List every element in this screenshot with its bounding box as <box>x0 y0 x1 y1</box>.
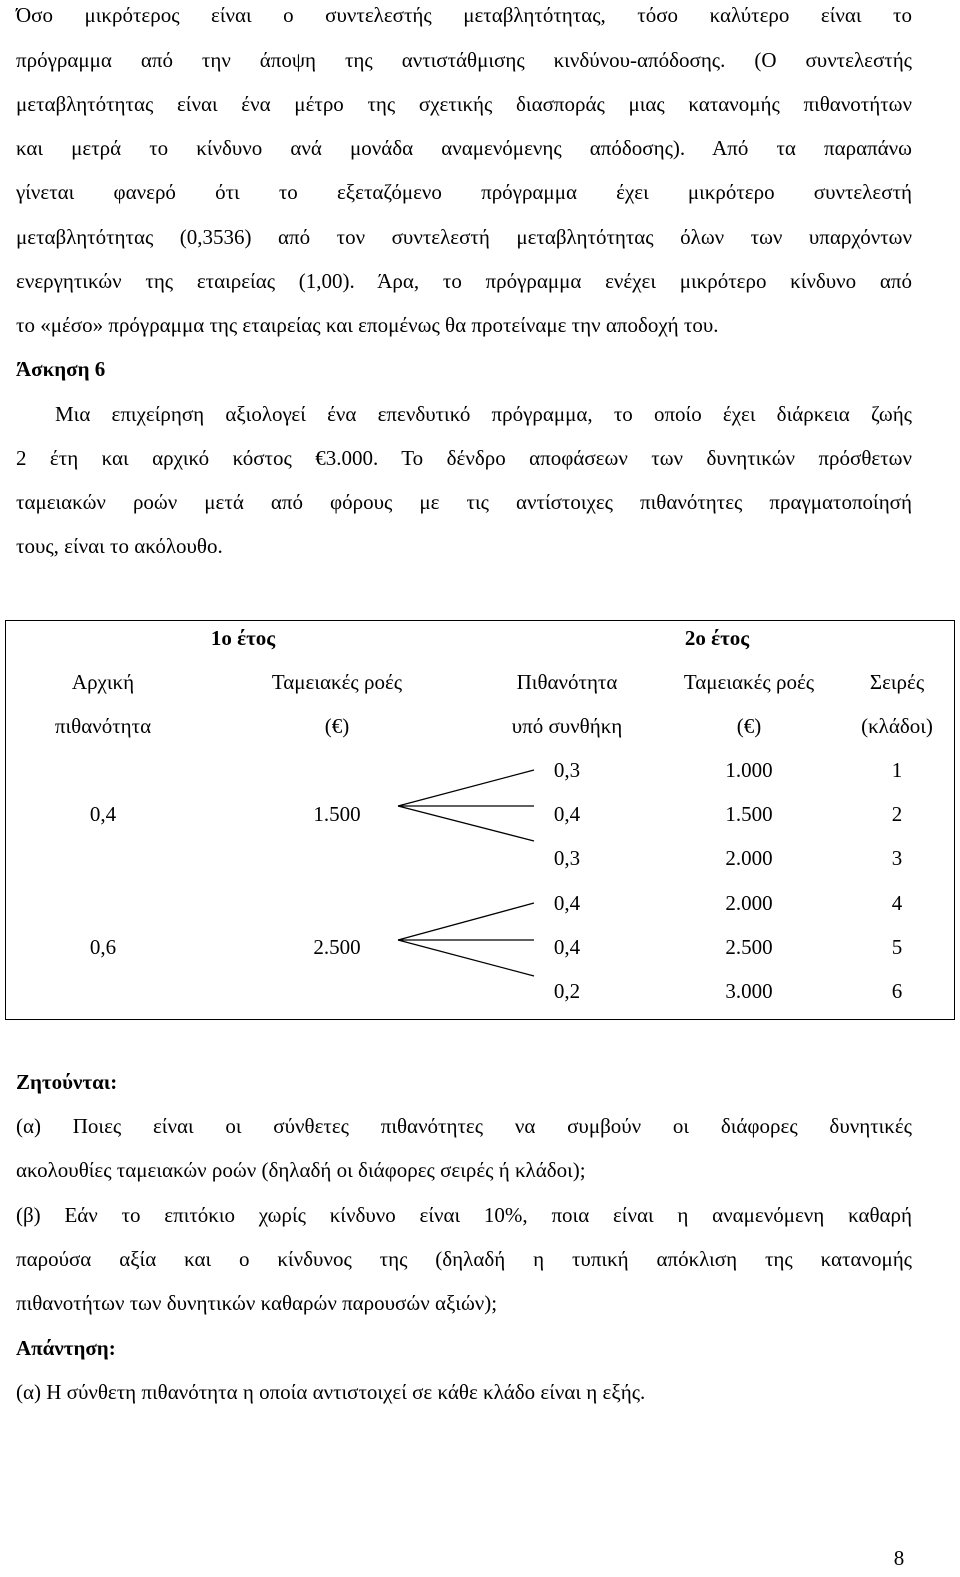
year2-cond-prob: 0,3 <box>553 846 581 870</box>
paragraph-line: μεταβλητότητας (0,3536) από τον συντελεστή μεταβλητότητας όλων των υπαρχόντων <box>16 225 912 249</box>
branch-line <box>398 770 534 806</box>
requested-item-a: ακολουθίες ταμειακών ροών (δηλαδή οι διάφορες σειρές ή κλάδοι); <box>16 1158 586 1182</box>
paragraph-line: μεταβλητότητας είναι ένα μέτρο της σχετικής διασποράς μιας κατανομής πιθανοτήτων <box>16 92 912 116</box>
paragraph-line: το «μέσο» πρόγραμμα της εταιρείας και επομένως θα προτείναμε την αποδοχή του. <box>16 313 719 337</box>
paragraph-line: γίνεται φανερό ότι το εξεταζόμενο πρόγραμμα έχει μικρότερο συντελεστή <box>16 180 912 204</box>
year2-cashflow: 2.000 <box>725 846 773 870</box>
requested-item-b: πιθανοτήτων των δυνητικών καθαρών παρουσών αξιών); <box>16 1291 498 1315</box>
header-cond-prob: Πιθανότητα <box>516 670 618 694</box>
answer-line: (α) Η σύνθετη πιθανότητα η οποία αντιστοιχεί σε κάθε κλάδο είναι η εξής. <box>16 1380 646 1404</box>
header-series: Σειρές <box>869 670 925 694</box>
header-cashflow1: (€) <box>324 714 350 738</box>
series-number: 6 <box>891 979 903 1003</box>
header-cashflow2: Ταμειακές ροές <box>683 670 815 694</box>
year2-cond-prob: 0,2 <box>553 979 581 1003</box>
series-number: 3 <box>891 846 903 870</box>
series-number: 4 <box>891 891 903 915</box>
year1-prob: 0,6 <box>89 935 117 959</box>
branch-line <box>398 806 534 841</box>
header-cond-prob: υπό συνθήκη <box>511 714 623 738</box>
year2-cond-prob: 0,4 <box>553 891 581 915</box>
year1-label: 1ο έτος <box>210 626 276 650</box>
year2-cond-prob: 0,4 <box>553 935 581 959</box>
series-number: 5 <box>891 935 903 959</box>
year1-cashflow: 1.500 <box>313 802 361 826</box>
year1-cashflow: 2.500 <box>313 935 361 959</box>
branch-line <box>398 903 534 940</box>
header-initial-prob: πιθανότητα <box>54 714 152 738</box>
series-number: 1 <box>891 758 903 782</box>
header-cashflow2: (€) <box>736 714 762 738</box>
exercise-line: Μια επιχείρηση αξιολογεί ένα επενδυτικό πρόγραμμα, το οποίο έχει διάρκεια ζωής <box>55 402 912 426</box>
page-number: 8 <box>893 1546 905 1570</box>
year2-cashflow: 1.000 <box>725 758 773 782</box>
branch-line <box>398 940 534 976</box>
series-number: 2 <box>891 802 903 826</box>
year2-cashflow: 1.500 <box>725 802 773 826</box>
requested-item-b: παρούσα αξία και ο κίνδυνος της (δηλαδή η τυπική απόκλιση της κατανομής <box>16 1247 912 1271</box>
requested-item-b: (β) Εάν το επιτόκιο χωρίς κίνδυνο είναι 10%, ποια είναι η αναμενόμενη καθαρή <box>16 1203 912 1227</box>
header-series: (κλάδοι) <box>861 714 933 738</box>
header-initial-prob: Αρχική <box>71 670 135 694</box>
year2-cond-prob: 0,4 <box>553 802 581 826</box>
answer-heading: Απάντηση: <box>16 1336 116 1360</box>
year2-cashflow: 2.500 <box>725 935 773 959</box>
paragraph-line: ενεργητικών της εταιρείας (1,00). Άρα, το πρόγραμμα ενέχει μικρότερο κίνδυνο από <box>16 269 912 293</box>
decision-tree <box>5 620 955 1020</box>
year2-label: 2ο έτος <box>684 626 750 650</box>
paragraph-line: Όσο μικρότερος είναι ο συντελεστής μεταβλητότητας, τόσο καλύτερο είναι το <box>16 3 912 27</box>
paragraph-line: και μετρά το κίνδυνο ανά μονάδα αναμενόμενης απόδοσης). Από τα παραπάνω <box>16 136 912 160</box>
exercise-line: τους, είναι το ακόλουθο. <box>16 534 223 558</box>
paragraph-line: πρόγραμμα από την άποψη της αντιστάθμισης κινδύνου-απόδοσης. (Ο συντελεστής <box>16 48 912 72</box>
year2-cashflow: 2.000 <box>725 891 773 915</box>
header-cashflow1: Ταμειακές ροές <box>271 670 403 694</box>
year2-cashflow: 3.000 <box>725 979 773 1003</box>
requested-item-a: (α) Ποιες είναι οι σύνθετες πιθανότητες να συμβούν οι διάφορες δυνητικές <box>16 1114 912 1138</box>
requested-heading: Ζητούνται: <box>16 1070 118 1094</box>
exercise-line: ταμειακών ροών μετά από φόρους με τις αντίστοιχες πιθανότητες πραγματοποίησή <box>16 490 912 514</box>
year2-cond-prob: 0,3 <box>553 758 581 782</box>
exercise-line: 2 έτη και αρχικό κόστος €3.000. Το δένδρο αποφάσεων των δυνητικών πρόσθετων <box>16 446 912 470</box>
exercise-heading: Άσκηση 6 <box>16 357 106 381</box>
year1-prob: 0,4 <box>89 802 117 826</box>
